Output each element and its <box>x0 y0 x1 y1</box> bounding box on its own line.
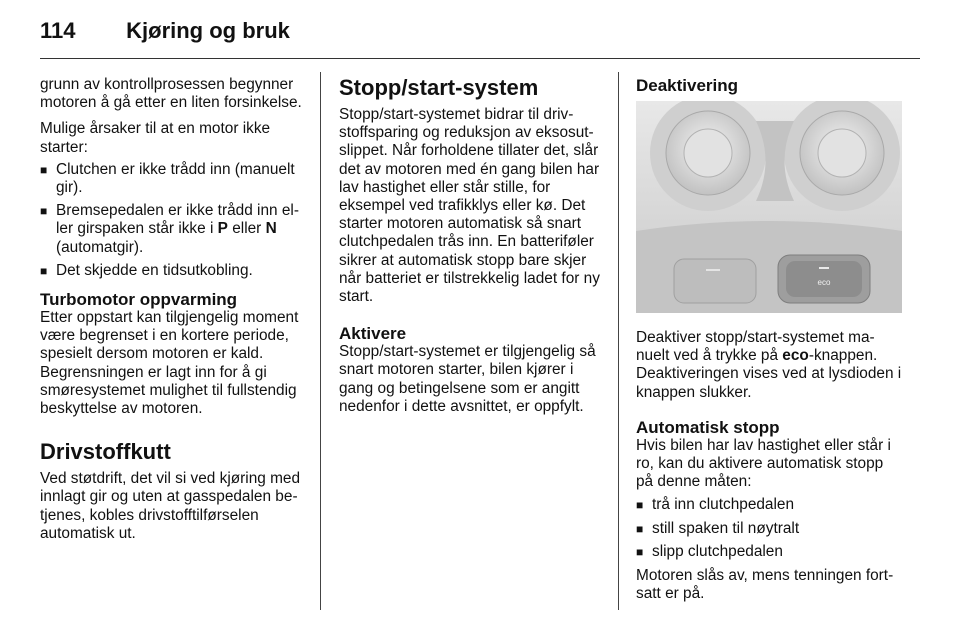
column-divider-1 <box>320 72 321 610</box>
list-item: ■ trå inn clutchpedalen <box>636 496 795 514</box>
paragraph: Ved støtdrift, det vil si ved kjøring med innlagt gir og uten at gasspedalen betjenes, kobles drivstofftilførselen automatisk ut. <box>40 470 301 542</box>
section-heading: Deaktivering <box>636 76 739 95</box>
paragraph: Stopp/start-systemet bidrar til drivstoffsparing og reduksjon av eksosutslippet. Når forholdene tillater det, slår det av motoren med én gang bilen har lav hastighet eller står stille, for eksempel ved trafikklys eller kø. Det starter motoren automatisk så snart clutchpedalen trås inn. En batteriføler sikrer at automatisk stopp bare skjer når batteriet er tilstrekkelig ladet for ny start. <box>339 106 600 306</box>
list-item: ■ Det skjedde en tidsutkobling. <box>40 261 253 279</box>
bullet-icon: ■ <box>636 521 644 536</box>
bullet-icon: ■ <box>636 498 644 513</box>
list-item: ■ slipp clutchpedalen <box>636 542 783 560</box>
bullet-icon: ■ <box>40 204 48 219</box>
paragraph: Hvis bilen har lav hastighet eller står i ro, kan du aktivere automatisk stopp på denne måten: <box>636 436 891 491</box>
eco-keyword: eco <box>782 347 809 365</box>
section-heading: Turbomotor oppvarming <box>40 290 238 310</box>
list-item: ■ Clutchen er ikke trådd inn (manuelt gir). <box>40 160 295 197</box>
paragraph: Motoren slås av, mens tenningen fortsatt er på. <box>636 567 894 603</box>
cause-list <box>40 161 306 280</box>
section-heading: Drivstoffkutt <box>40 439 171 465</box>
paragraph: Stopp/start-systemet er tilgjengelig så snart motoren starter, bilen kjører i gang og betingelsene som er angitt nedenfor i dette avsnittet, er oppfylt. <box>339 343 596 415</box>
page-title: Kjøring og bruk <box>126 18 290 43</box>
column-2 <box>339 76 605 424</box>
list-item: ■ Bremsepedalen er ikke trådd inn eller girspaken står ikke i P eller N (automatgir). <box>40 202 299 256</box>
eco-button-label: eco <box>817 278 831 287</box>
paragraph: Etter oppstart kan tilgjengelig moment være begrenset i en kortere periode, spesielt dersom motoren er kald. Begrensningen er lagt inn for å gi smøresystemet mulighet til fullstendig beskyttelse av motoren. <box>40 309 299 418</box>
list-item: ■ still spaken til nøytralt <box>636 519 800 537</box>
bullet-icon: ■ <box>40 162 48 177</box>
paragraph: Deaktiver stopp/start-systemet manuelt ved å trykke på eco-knappen. Deaktiveringen vises ved at lysdioden i knappen slukker. <box>636 329 902 401</box>
section-heading: Automatisk stopp <box>636 417 780 437</box>
section-heading: Stopp/start-system <box>339 75 539 100</box>
section-heading: Aktivere <box>339 324 407 344</box>
bullet-icon: ■ <box>40 263 48 278</box>
paragraph: grunn av kontrollprosessen begynner motoren å gå etter en liten forsinkelse. <box>40 76 302 112</box>
page-number: 114 <box>40 18 76 43</box>
paragraph: Mulige årsaker til at en motor ikke starter: <box>40 120 271 156</box>
step-list <box>636 496 902 561</box>
column-divider-2 <box>618 72 619 610</box>
header-divider <box>40 58 920 59</box>
page-header <box>40 18 290 44</box>
column-1 <box>40 76 306 551</box>
column-3 <box>636 76 902 611</box>
dashboard-photo <box>636 101 902 313</box>
bullet-icon: ■ <box>636 544 644 559</box>
